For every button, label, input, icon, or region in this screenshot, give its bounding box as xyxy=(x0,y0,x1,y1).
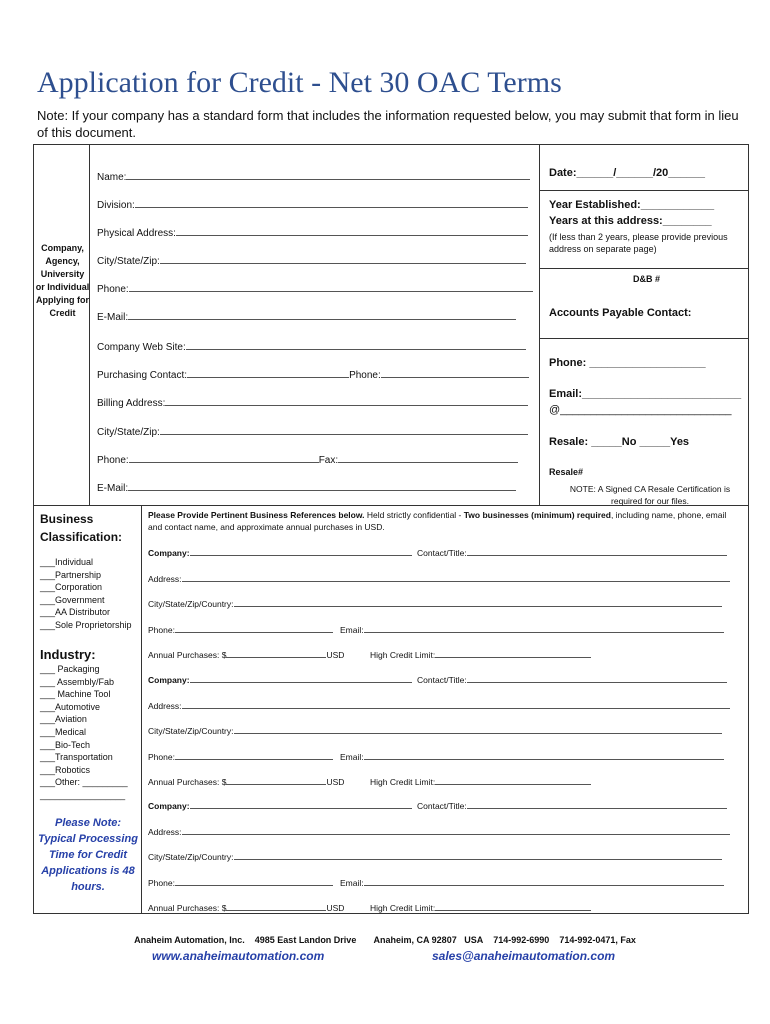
references-intro-detail: , including name, phone, email and contact name, and approximate annual purchases in USD. xyxy=(148,510,727,532)
billing-address-line[interactable] xyxy=(165,395,528,406)
industry-options xyxy=(40,663,128,802)
ref-phone[interactable] xyxy=(148,749,333,762)
billing-fax-line[interactable] xyxy=(338,452,518,463)
website-field[interactable] xyxy=(97,339,526,353)
division-field[interactable] xyxy=(97,197,528,211)
ap-contact-field[interactable]: Accounts Payable Contact: xyxy=(549,307,692,319)
billing-email-line[interactable] xyxy=(128,480,516,491)
ap-email-at-field[interactable]: @____________________________ xyxy=(549,404,732,416)
business-option-individual[interactable]: ___Individual xyxy=(40,557,94,567)
ref-high-credit-label: High Credit Limit: xyxy=(370,777,436,787)
business-option-corporation[interactable]: ___Corporation xyxy=(40,582,103,593)
ref-city[interactable] xyxy=(148,596,722,609)
ref-usd-label: USD xyxy=(326,777,345,787)
city-state-zip-line[interactable] xyxy=(160,253,526,264)
ref-company[interactable] xyxy=(148,798,412,811)
ref-phone[interactable] xyxy=(148,622,333,635)
ref-email-line[interactable] xyxy=(364,622,724,633)
reference-block-1 xyxy=(148,545,738,665)
ref-high-credit-line[interactable] xyxy=(435,647,591,658)
footer-city: Anaheim, CA 92807 xyxy=(373,935,457,945)
email-field[interactable] xyxy=(97,309,516,323)
divider-ap xyxy=(539,338,749,339)
physical-address-field[interactable] xyxy=(97,225,528,239)
ref-high-credit-label: High Credit Limit: xyxy=(370,903,436,913)
years-note: (If less than 2 years, please provide previous address on separate page) xyxy=(549,232,728,254)
ref-company-label: Company: xyxy=(148,548,190,558)
business-option-distributor[interactable]: ___AA Distributor xyxy=(40,607,111,618)
ref-email[interactable] xyxy=(340,875,724,888)
divider-date xyxy=(539,190,749,191)
industry-option-robotics[interactable]: ___Robotics xyxy=(40,764,91,775)
dnb-field[interactable]: D&B # xyxy=(632,274,660,284)
industry-heading: Industry: xyxy=(40,647,96,662)
industry-option-machine-tool[interactable]: ___ Machine Tool xyxy=(40,689,111,700)
industry-option-assembly[interactable]: ___ Assembly/Fab xyxy=(40,676,115,687)
ap-email-field[interactable]: Email:__________________________ xyxy=(549,388,742,400)
date-field[interactable]: Date:______/______/20______ xyxy=(549,167,705,179)
billing-city-label: City/State/Zip: xyxy=(97,427,160,438)
name-label: Name: xyxy=(97,172,127,183)
ref-city-line[interactable] xyxy=(234,723,722,734)
ref-email[interactable] xyxy=(340,749,724,762)
business-options xyxy=(40,556,132,632)
ap-phone-field[interactable]: Phone: ___________________ xyxy=(549,357,706,369)
ref-company-line[interactable] xyxy=(190,798,412,809)
reference-block-2 xyxy=(148,672,738,792)
phone-line[interactable] xyxy=(129,281,533,292)
ref-company[interactable] xyxy=(148,545,412,558)
industry-option-medical[interactable]: ___Medical xyxy=(40,726,87,737)
ref-company-label: Company: xyxy=(148,801,190,811)
ref-usd-label: USD xyxy=(326,650,345,660)
ref-company-line[interactable] xyxy=(190,545,412,556)
ref-contact-line[interactable] xyxy=(467,545,727,556)
industry-option-transportation[interactable]: ___Transportation xyxy=(40,752,113,763)
ref-address-label: Address: xyxy=(148,574,182,584)
ref-city[interactable] xyxy=(148,849,722,862)
purchasing-phone-line[interactable] xyxy=(381,367,529,378)
ref-annual-label: Annual Purchases: $ xyxy=(148,777,227,787)
ref-contact-label: Contact/Title: xyxy=(417,801,467,811)
ref-email-label: Email: xyxy=(340,878,364,888)
ref-contact[interactable] xyxy=(417,798,727,811)
ref-city-label: City/State/Zip/Country: xyxy=(148,599,234,609)
ref-annual[interactable] xyxy=(148,774,344,787)
purchasing-contact-label: Purchasing Contact: xyxy=(97,370,188,381)
business-option-government[interactable]: ___Government xyxy=(40,594,105,605)
ref-email[interactable] xyxy=(340,622,724,635)
phone-field[interactable] xyxy=(97,281,533,295)
applicant-label: Company, Agency, University or Individual Applying for Credit xyxy=(35,243,90,318)
references-intro-bold: Please Provide Pertinent Business References below. xyxy=(148,510,365,520)
purchasing-phone-label: Phone: xyxy=(349,370,381,381)
business-option-sole-proprietorship[interactable]: ___Sole Proprietorship xyxy=(40,619,132,630)
ref-company[interactable] xyxy=(148,672,412,685)
ref-contact-line[interactable] xyxy=(467,798,727,809)
billing-email-field[interactable] xyxy=(97,480,516,494)
purchasing-contact-field[interactable] xyxy=(97,367,529,381)
city-state-zip-label: City/State/Zip: xyxy=(97,256,160,267)
references-intro-required: Two businesses (minimum) required xyxy=(463,510,611,520)
ref-city-line[interactable] xyxy=(234,849,722,860)
ref-email-label: Email: xyxy=(340,752,364,762)
ref-phone-line[interactable] xyxy=(175,875,333,886)
years-at-address-field[interactable]: Years at this address:________ xyxy=(549,215,712,227)
billing-phone-field[interactable] xyxy=(97,452,518,466)
references-intro-text: Held strictly confidential - xyxy=(364,510,464,520)
ref-address-line[interactable] xyxy=(182,571,730,582)
phone-label: Phone: xyxy=(97,284,129,295)
business-option-partnership[interactable]: ___Partnership xyxy=(40,569,102,580)
ref-phone[interactable] xyxy=(148,875,333,888)
ref-annual-line[interactable] xyxy=(226,774,326,785)
ref-high-credit[interactable] xyxy=(370,900,591,913)
website-link[interactable]: www.anaheimautomation.com xyxy=(152,949,325,963)
email-label: E-Mail: xyxy=(97,312,129,323)
ref-email-line[interactable] xyxy=(364,749,724,760)
ref-company-label: Company: xyxy=(148,675,190,685)
ref-contact[interactable] xyxy=(417,672,727,685)
ref-high-credit-line[interactable] xyxy=(435,774,591,785)
billing-phone-label: Phone: xyxy=(97,455,129,466)
ref-annual-label: Annual Purchases: $ xyxy=(148,650,227,660)
divider-mid-top xyxy=(539,144,540,506)
email-line[interactable] xyxy=(128,309,516,320)
ref-address[interactable] xyxy=(148,571,730,584)
billing-fax-label: Fax: xyxy=(318,455,339,466)
ref-contact-line[interactable] xyxy=(467,672,727,683)
resale-field[interactable]: Resale: _____No _____Yes xyxy=(549,436,690,448)
website-line[interactable] xyxy=(186,339,526,350)
physical-address-label: Physical Address: xyxy=(97,228,176,239)
references-intro xyxy=(148,509,742,533)
ref-phone-label: Phone: xyxy=(148,752,175,762)
ref-annual-line[interactable] xyxy=(226,647,326,658)
footer-company: Anaheim Automation, Inc. xyxy=(134,935,245,945)
ref-annual-label: Annual Purchases: $ xyxy=(148,903,227,913)
processing-note: Please Note: Typical Processing Time for Credit Applications is 48 hours. xyxy=(38,817,138,893)
website-label: Company Web Site: xyxy=(97,342,186,353)
billing-phone-line[interactable] xyxy=(129,452,319,463)
ref-city-label: City/State/Zip/Country: xyxy=(148,852,234,862)
ref-annual-line[interactable] xyxy=(226,900,326,911)
industry-option-other-line[interactable]: _________________ xyxy=(40,789,126,800)
ref-phone-line[interactable] xyxy=(175,749,333,760)
ref-phone-label: Phone: xyxy=(148,625,175,635)
ref-email-label: Email: xyxy=(340,625,364,635)
ref-company-line[interactable] xyxy=(190,672,412,683)
billing-address-field[interactable] xyxy=(97,395,528,409)
business-heading: Business Classification: xyxy=(40,512,123,544)
industry-option-aviation[interactable]: ___Aviation xyxy=(40,714,87,725)
divider-left xyxy=(89,144,90,506)
division-label: Division: xyxy=(97,200,135,211)
industry-option-automotive[interactable]: ___Automotive xyxy=(40,701,101,712)
reference-block-3 xyxy=(148,798,738,913)
physical-address-line[interactable] xyxy=(176,225,528,236)
ref-address-line[interactable] xyxy=(182,698,730,709)
ref-high-credit-label: High Credit Limit: xyxy=(370,650,436,660)
ref-contact-label: Contact/Title: xyxy=(417,548,467,558)
name-line[interactable] xyxy=(126,169,530,180)
ref-annual[interactable] xyxy=(148,900,344,913)
resale-number-field[interactable]: Resale# xyxy=(549,467,584,477)
email-link[interactable]: sales@anaheimautomation.com xyxy=(432,949,616,963)
ref-city-label: City/State/Zip/Country: xyxy=(148,726,234,736)
ref-city-line[interactable] xyxy=(234,596,722,607)
billing-city-line[interactable] xyxy=(160,424,528,435)
division-line[interactable] xyxy=(135,197,528,208)
ref-phone-label: Phone: xyxy=(148,878,175,888)
ref-address[interactable] xyxy=(148,698,730,711)
ref-city[interactable] xyxy=(148,723,722,736)
ref-address-label: Address: xyxy=(148,827,182,837)
footer-country: USA xyxy=(464,935,484,945)
intro-note: Note: If your company has a standard form that includes the information requested below, you may submit that form in lieu of this document. xyxy=(37,108,739,140)
name-field[interactable] xyxy=(97,169,530,183)
ref-high-credit[interactable] xyxy=(370,774,591,787)
billing-city-field[interactable] xyxy=(97,424,528,438)
city-state-zip-field[interactable] xyxy=(97,253,526,267)
ref-address-label: Address: xyxy=(148,701,182,711)
footer-phone: 714-992-6990 xyxy=(493,935,550,945)
billing-address-label: Billing Address: xyxy=(97,398,166,409)
divider-dnb xyxy=(539,268,749,269)
industry-option-packaging[interactable]: ___ Packaging xyxy=(40,664,100,674)
purchasing-contact-line[interactable] xyxy=(187,367,349,378)
resale-note: NOTE: A Signed CA Resale Certification is required for our files. xyxy=(569,484,731,506)
footer-street: 4985 East Landon Drive xyxy=(254,935,357,945)
ref-address-line[interactable] xyxy=(182,824,730,835)
ref-annual[interactable] xyxy=(148,647,344,660)
ref-email-line[interactable] xyxy=(364,875,724,886)
ref-contact[interactable] xyxy=(417,545,727,558)
footer-fax: 714-992-0471, Fax xyxy=(559,935,636,945)
industry-option-other[interactable]: ___Other: _________ xyxy=(40,777,128,788)
ref-address[interactable] xyxy=(148,824,730,837)
ref-high-credit[interactable] xyxy=(370,647,591,660)
year-established-field[interactable]: Year Established:____________ xyxy=(549,199,715,211)
billing-email-label: E-Mail: xyxy=(97,483,129,494)
ref-high-credit-line[interactable] xyxy=(435,900,591,911)
ref-contact-label: Contact/Title: xyxy=(417,675,467,685)
page-title: Application for Credit - Net 30 OAC Terms xyxy=(37,66,562,99)
ref-phone-line[interactable] xyxy=(175,622,333,633)
footer-address xyxy=(0,935,770,945)
divider-mid-bottom xyxy=(141,505,142,914)
ref-usd-label: USD xyxy=(326,903,345,913)
industry-option-biotech[interactable]: ___Bio-Tech xyxy=(40,739,91,750)
